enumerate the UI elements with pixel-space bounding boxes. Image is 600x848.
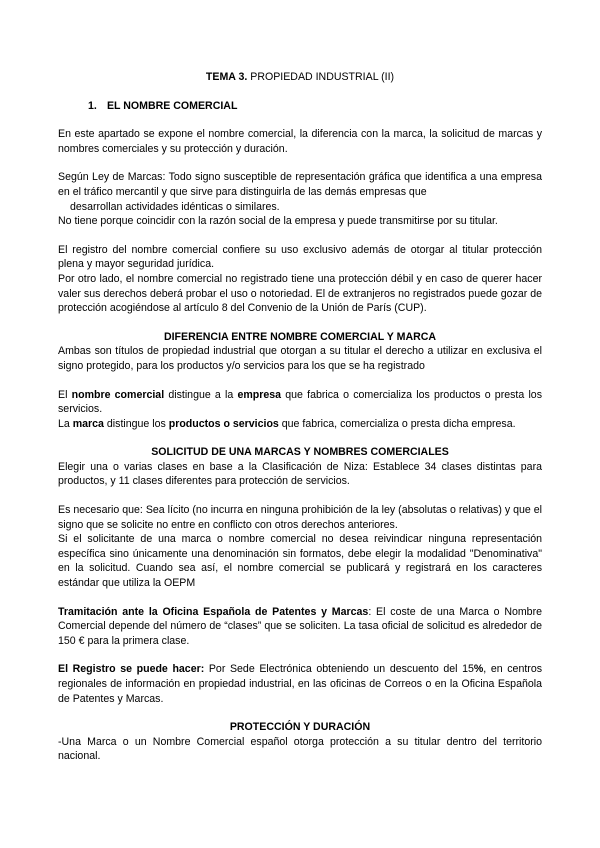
- ley-continuation: desarrollan actividades idénticas o similares.: [70, 200, 280, 213]
- diferencia-heading: DIFERENCIA ENTRE NOMBRE COMERCIAL Y MARCA: [163, 330, 437, 343]
- solicitud-paragraph-1: Elegir una o varias clases en base a la Clasificación de Niza: Establece 34 clases distintas para productos, y 11 clases diferentes para protección de servicios.: [58, 460, 542, 488]
- solicitud-paragraph-2: Es necesario que: Sea lícito (no incurra en ninguna prohibición de la ley (absolutas o relativas) y que el signo que se solicite no entre en conflicto con otros derechos anteriores.: [58, 504, 542, 531]
- proteccion-heading: PROTECCIÓN Y DURACIÓN: [229, 721, 371, 734]
- solicitud-heading: SOLICITUD DE UNA MARCAS Y NOMBRES COMERCIALES: [151, 446, 449, 459]
- registro-paragraph-1: El registro del nombre comercial confiere su uso exclusivo además de otorgar al titular protección plena y mayor seguridad jurídica.: [58, 243, 542, 271]
- ley-paragraph: Según Ley de Marcas: Todo signo susceptible de representación gráfica que identifica a una empresa en el tráfico mercantil y que sirve para distinguirla de las demás empresas que: [58, 171, 542, 198]
- registro-paragraph-2: Por otro lado, el nombre comercial no registrado tiene una protección débil y en caso de querer hacer valer sus derechos deberá probar el uso o notoriedad. El de extranjeros no registrados puede gozar de protección acogiéndose al artículo 8 del Convenio de la Unión de París (CUP).: [58, 272, 542, 315]
- marca-definition: La marca distingue los productos o servicios que fabrica, comercializa o presta dicha empresa.: [58, 417, 516, 430]
- heading-number: 1.: [88, 99, 97, 112]
- intro-paragraph: En este apartado se expone el nombre comercial, la diferencia con la marca, la solicitud de marcas y nombres comerciales y su protección y duración.: [58, 128, 542, 155]
- tramitacion-paragraph: Tramitación ante la Oficina Española de Patentes y Marcas: El coste de una Marca o Nombre Comercial depende del número de “clases” que se soliciten. La tasa oficial de solicitud es alrededor de 150 € para la primera clase.: [58, 605, 542, 647]
- heading-text: EL NOMBRE COMERCIAL: [106, 99, 238, 112]
- title-bold: TEMA 3.: [205, 71, 248, 83]
- nombre-comercial-definition: El nombre comercial distingue a la empresa que fabrica o comercializa los productos o presta los servicios.: [58, 388, 542, 416]
- solicitud-paragraph-3: Si el solicitante de una marca o nombre comercial no desea reivindicar ninguna representación específica sino únicamente una denominación sin formatos, debe elegir la modalidad "Denominativa" en la solicitud. Cuando sea así, el nombre comercial se publicará y registrará en los caracteres estándar que utiliza la OEPM: [58, 533, 542, 590]
- registro-lugar-paragraph: El Registro se puede hacer: Por Sede Electrónica obteniendo un descuento del 15%, en centros regionales de información en propiedad industrial, en las oficinas de Correos o en la Oficina Española de Patentes y Marcas.: [58, 663, 543, 705]
- title-rest: PROPIEDAD INDUSTRIAL (II): [247, 71, 395, 83]
- heading-nombre-comercial: [88, 99, 542, 114]
- diferencia-paragraph: Ambas son títulos de propiedad industrial que otorgan a su titular el derecho a utilizar en exclusiva el signo protegido, para los productos y/o servicios para los que se ha registrado: [58, 345, 542, 372]
- document-title: [58, 70, 542, 85]
- proteccion-paragraph: -Una Marca o un Nombre Comercial español otorga protección a su titular dentro del territorio nacional.: [58, 735, 542, 763]
- ley-note: No tiene porque coincidir con la razón social de la empresa y puede transmitirse por su titular.: [58, 215, 498, 228]
